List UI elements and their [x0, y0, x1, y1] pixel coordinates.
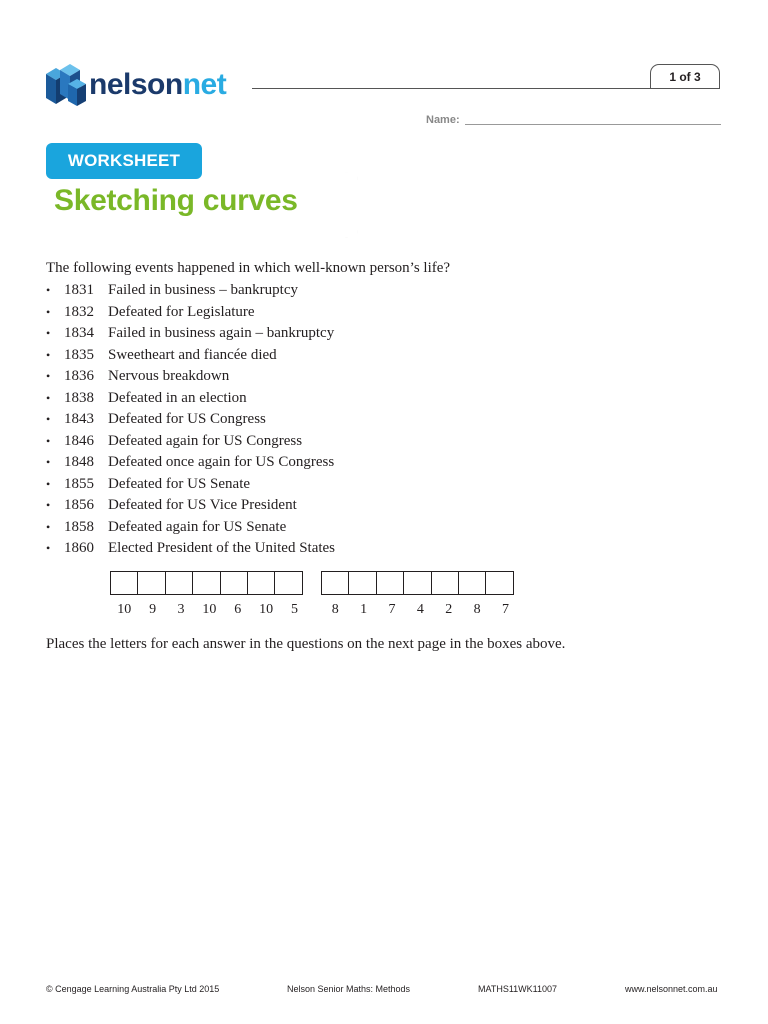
footer-url: www.nelsonnet.com.au: [625, 984, 718, 994]
answer-box[interactable]: [247, 571, 275, 595]
event-year: 1846: [64, 432, 94, 449]
answer-numbers-word-2: [321, 602, 520, 618]
answer-box[interactable]: [458, 571, 486, 595]
bullet-icon: •: [46, 476, 51, 491]
event-year: 1836: [64, 368, 94, 384]
answer-number: 10: [202, 602, 217, 617]
answer-number: 7: [502, 602, 510, 617]
answer-box[interactable]: [274, 571, 302, 595]
name-field-line: [465, 124, 721, 125]
answer-box[interactable]: [348, 571, 376, 595]
answer-box[interactable]: [431, 571, 459, 595]
bullet-icon: •: [46, 519, 51, 534]
footer-copyright: © Cengage Learning Australia Pty Ltd 2015: [46, 984, 220, 994]
bullet-icon: •: [46, 369, 51, 383]
bullet-icon: •: [46, 347, 51, 362]
worksheet-badge: WORKSHEET: [46, 143, 202, 179]
event-year: 1856: [64, 497, 94, 513]
answer-number: 7: [388, 602, 396, 617]
event-text: Defeated again for US Senate: [108, 518, 287, 535]
answer-number: 10: [259, 602, 274, 617]
answer-box[interactable]: [165, 571, 193, 595]
event-year: 1843: [64, 411, 94, 427]
event-year: 1848: [64, 454, 94, 470]
answer-number: 6: [234, 602, 242, 617]
answer-number: 1: [360, 602, 368, 617]
answer-number: 3: [177, 602, 185, 617]
bullet-icon: •: [46, 304, 51, 319]
event-text: Elected President of the United States: [108, 540, 336, 556]
answer-box[interactable]: [376, 571, 404, 595]
answer-box[interactable]: [137, 571, 165, 595]
event-text: Failed in business – bankruptcy: [108, 282, 298, 298]
answer-box[interactable]: [220, 571, 248, 595]
answer-number: 9: [149, 602, 157, 617]
event-text: Defeated for US Vice President: [108, 497, 297, 513]
event-year: 1835: [64, 346, 94, 363]
event-text: Defeated in an election: [108, 389, 247, 406]
event-text: Defeated again for US Congress: [108, 432, 303, 449]
event-text: Defeated for US Senate: [108, 475, 251, 492]
instruction-text: Places the letters for each answer in the questions on the next page in the boxes above.: [46, 636, 566, 652]
page-tab-underline: [650, 88, 720, 89]
nelsonnet-logo: [44, 62, 254, 110]
answer-box[interactable]: [110, 571, 138, 595]
page-indicator: 1 of 3: [650, 64, 720, 88]
name-label: Name:: [426, 114, 460, 126]
bullet-icon: •: [46, 283, 51, 297]
logo-text-nelson: nelson: [89, 68, 183, 101]
intro-question: The following events happened in which well-known person’s life?: [46, 260, 451, 276]
bullet-icon: •: [46, 455, 51, 469]
event-text: Defeated once again for US Congress: [108, 454, 335, 470]
answer-box[interactable]: [403, 571, 431, 595]
answer-numbers-word-1: [110, 602, 309, 618]
answer-boxes-word-1: [110, 571, 302, 595]
nelsonnet-logo-icon: [44, 62, 88, 108]
event-text: Failed in business again – bankruptcy: [108, 325, 335, 341]
event-text: Defeated for US Congress: [108, 411, 266, 427]
bullet-icon: •: [46, 541, 51, 555]
answer-box[interactable]: [321, 571, 349, 595]
answer-number: 4: [416, 602, 424, 617]
answer-number: 5: [291, 602, 299, 617]
answer-boxes-word-2: [321, 571, 513, 595]
event-year: 1831: [64, 282, 94, 298]
event-text: Nervous breakdown: [108, 368, 230, 384]
event-year: 1858: [64, 518, 94, 535]
bullet-icon: •: [46, 390, 51, 405]
event-year: 1855: [64, 475, 94, 492]
answer-box[interactable]: [192, 571, 220, 595]
bullet-icon: •: [46, 412, 51, 426]
event-text: Defeated for Legislature: [108, 303, 255, 320]
event-year: 1838: [64, 389, 94, 406]
bullet-icon: •: [46, 433, 51, 448]
event-text: Sweetheart and fiancée died: [108, 346, 277, 363]
footer-product-code: MATHS11WK11007: [478, 984, 558, 994]
event-year: 1834: [64, 325, 94, 341]
bullet-icon: •: [46, 326, 51, 340]
answer-number: 10: [117, 602, 132, 617]
logo-text-net: net: [182, 68, 227, 101]
page-title: Sketching curves: [54, 184, 298, 217]
bullet-icon: •: [46, 498, 51, 512]
event-year: 1832: [64, 303, 94, 320]
answer-number: 2: [445, 602, 453, 617]
footer-book-title: Nelson Senior Maths: Methods: [287, 984, 411, 994]
answer-number: 8: [331, 602, 339, 617]
answer-number: 8: [473, 602, 481, 617]
event-year: 1860: [64, 540, 94, 556]
header-rule: [252, 88, 652, 89]
answer-box[interactable]: [485, 571, 513, 595]
